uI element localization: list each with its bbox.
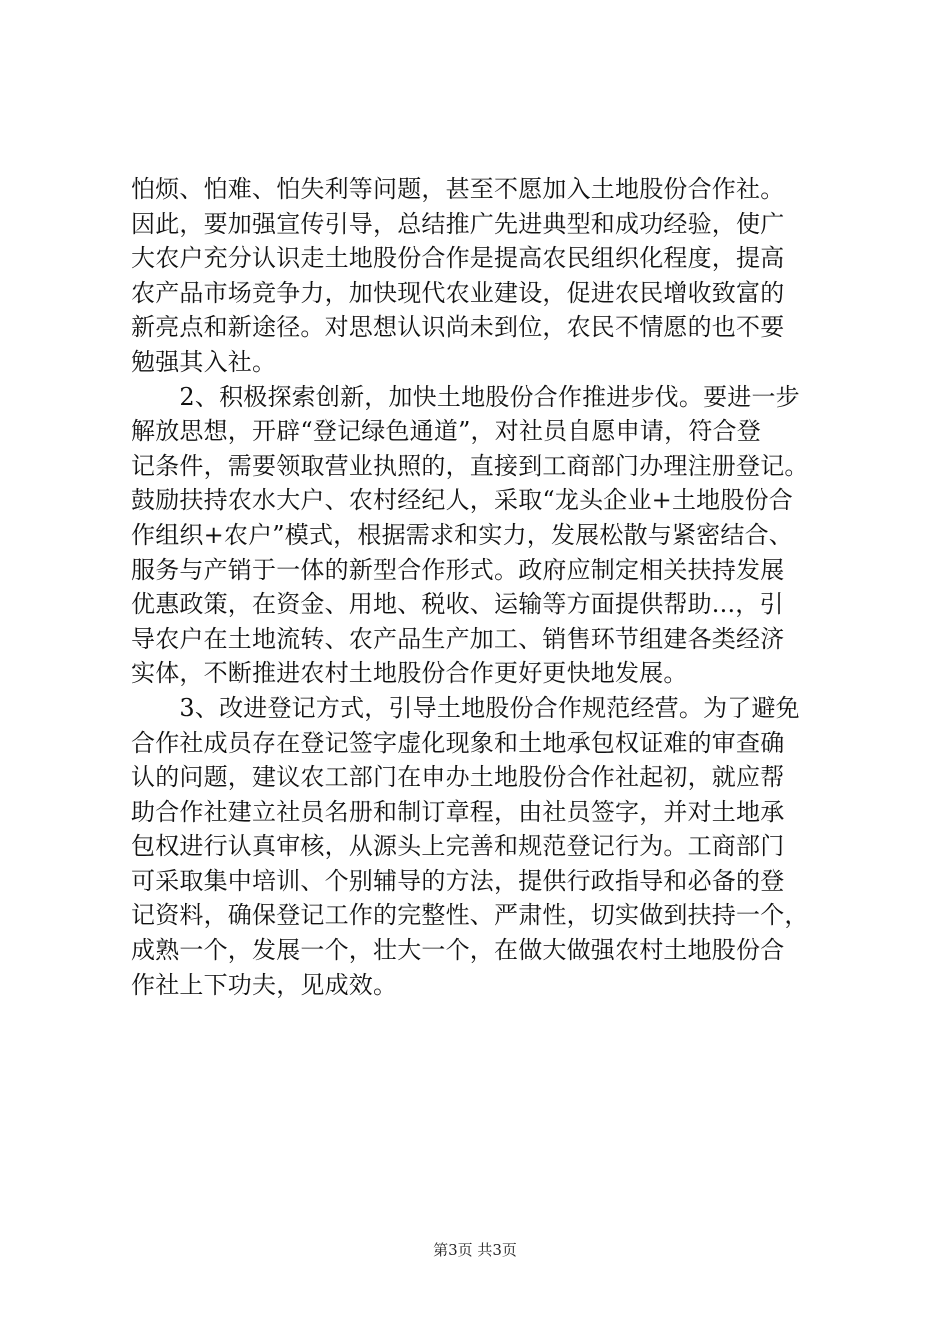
text-line: 可采取集中培训、个别辅导的方法，提供行政指导和必备的登 bbox=[131, 866, 785, 895]
text-line: 新亮点和新途径。对思想认识尚未到位，农民不情愿的也不要 bbox=[131, 313, 785, 342]
text-line: 3、改进登记方式，引导土地股份合作规范经营。为了避免 bbox=[131, 693, 800, 722]
text-line: 认的问题，建议农工部门在申办土地股份合作社起初，就应帮 bbox=[131, 763, 785, 792]
text-line: 鼓励扶持农水大户、农村经纪人，采取“龙头企业+土地股份合 bbox=[131, 486, 793, 515]
text-line: 助合作社建立社员名册和制订章程，由社员签字，并对土地承 bbox=[131, 797, 785, 826]
text-line: 作组织+农户”模式，根据需求和实力，发展松散与紧密结合、 bbox=[131, 520, 793, 549]
text-line: 2、积极探索创新，加快土地股份合作推进步伐。要进一步 bbox=[131, 382, 800, 411]
text-line: 怕烦、怕难、怕失利等问题，甚至不愿加入土地股份合作社。 bbox=[131, 175, 785, 203]
text-line: 优惠政策，在资金、用地、税收、运输等方面提供帮助...，引 bbox=[131, 590, 784, 619]
text-line: 合作社成员存在登记签字虚化现象和土地承包权证难的审查确 bbox=[131, 728, 785, 757]
text-line: 勉强其入社。 bbox=[131, 347, 277, 376]
text-line: 大农户充分认识走土地股份合作是提高农民组织化程度，提高 bbox=[131, 244, 785, 273]
text-line: 作社上下功夫，见成效。 bbox=[131, 970, 398, 999]
text-line: 记资料，确保登记工作的完整性、严肃性，切实做到扶持一个， bbox=[131, 901, 809, 930]
text-line: 包权进行认真审核，从源头上完善和规范登记行为。工商部门 bbox=[131, 832, 785, 861]
text-line: 农产品市场竞争力，加快现代农业建设，促进农民增收致富的 bbox=[131, 278, 785, 307]
text-line: 成熟一个，发展一个，壮大一个，在做大做强农村土地股份合 bbox=[131, 936, 785, 965]
text-line: 记条件，需要领取营业执照的，直接到工商部门办理注册登记。 bbox=[131, 451, 809, 480]
document-body bbox=[131, 172, 831, 1002]
text-line: 导农户在土地流转、农产品生产加工、销售环节组建各类经济 bbox=[131, 624, 785, 653]
text-line: 解放思想，开辟“登记绿色通道”，对社员自愿申请，符合登 bbox=[131, 417, 761, 446]
text-line: 实体，不断推进农村土地股份合作更好更快地发展。 bbox=[131, 659, 688, 688]
page-number-footer: 第3页 共3页 bbox=[433, 1241, 517, 1259]
text-line: 服务与产销于一体的新型合作形式。政府应制定相关扶持发展 bbox=[131, 555, 785, 584]
text-line: 因此，要加强宣传引导，总结推广先进典型和成功经验，使广 bbox=[131, 209, 785, 238]
